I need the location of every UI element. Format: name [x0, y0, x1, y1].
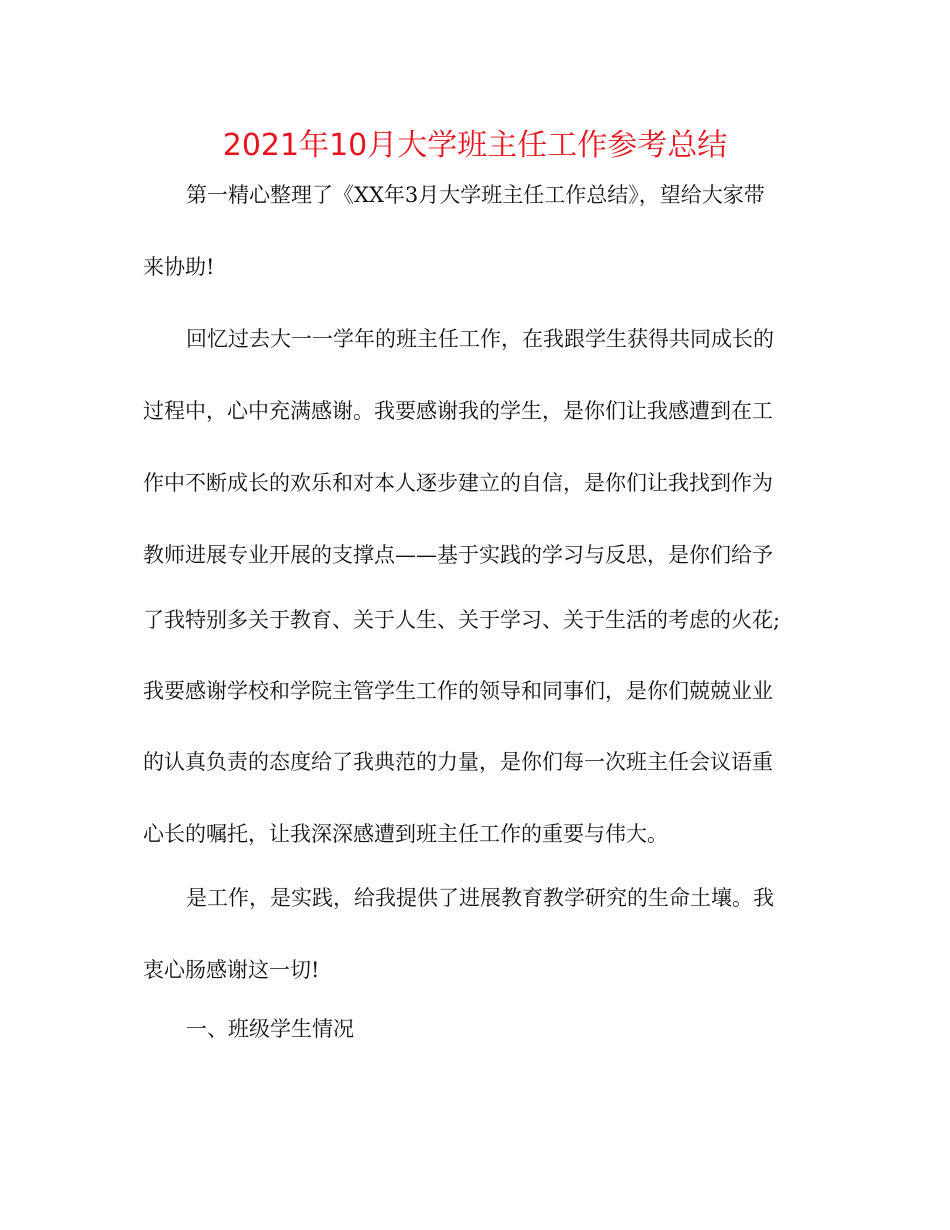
paragraph-line: 衷心肠感谢这一切! — [143, 958, 320, 982]
paragraph-line: 我要感谢学校和学院主管学生工作的领导和同事们，是你们兢兢业业 — [143, 679, 773, 703]
paragraph-line: 教师进展专业开展的支撑点——基于实践的学习与反思，是你们给予 — [143, 543, 773, 567]
paragraph-line: 来协助! — [143, 255, 215, 279]
document-title: 2021年10月大学班主任工作参考总结 — [222, 128, 728, 163]
paragraph-line: 的认真负责的态度给了我典范的力量，是你们每一次班主任会议语重 — [143, 750, 773, 774]
paragraph-line: 作中不断成长的欢乐和对本人逐步建立的自信，是你们让我找到作为 — [143, 471, 773, 495]
paragraph-line: 了我特别多关于教育、关于人生、关于学习、关于生活的考虑的火花; — [143, 608, 781, 632]
document-body — [143, 0, 808, 1230]
paragraph-line: 第一精心整理了《XX年3月大学班主任工作总结》，望给大家带 — [186, 183, 765, 207]
paragraph-line: 是工作，是实践，给我提供了进展教育教学研究的生命土壤。我 — [186, 886, 774, 910]
paragraph-line: 过程中，心中充满感谢。我要感谢我的学生，是你们让我感遭到在工 — [143, 399, 773, 423]
paragraph-line: 心长的嘱托，让我深深感遭到班主任工作的重要与伟大。 — [143, 822, 668, 846]
paragraph-line: 回忆过去大一一学年的班主任工作，在我跟学生获得共同成长的 — [186, 327, 774, 351]
section-heading: 一、班级学生情况 — [186, 1017, 354, 1041]
